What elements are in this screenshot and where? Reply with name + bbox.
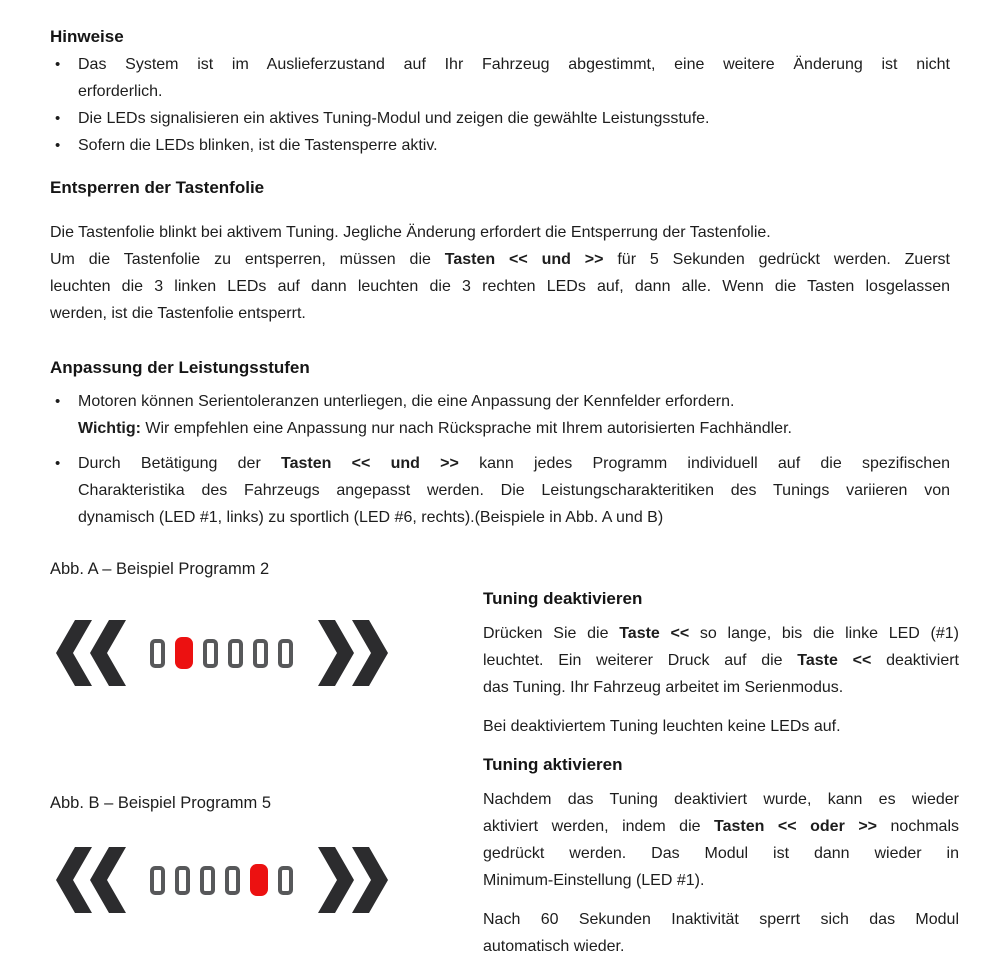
led-5-active bbox=[250, 864, 268, 896]
text: Wir empfehlen eine Anpassung nur nach Rücksprache mit Ihrem autorisierten Fachhändler. bbox=[140, 420, 792, 437]
figure-b-label: Abb. B – Beispiel Programm 5 bbox=[50, 794, 272, 812]
heading-anpassung-der-leistungsstufen: Anpassung der Leistungsstufen bbox=[50, 358, 310, 377]
text: so lange, bis die linke LED (#1) bbox=[689, 625, 959, 642]
bullet-marker: • bbox=[55, 56, 61, 73]
hinweise-bullet-list bbox=[50, 51, 950, 159]
aktivieren-paragraph-1 bbox=[483, 786, 959, 894]
text: Die LEDs signalisieren ein aktives Tuning-Modul und zeigen die gewählte Leistungsstufe. bbox=[78, 110, 710, 127]
text: leuchtet. Ein weiterer Druck auf die bbox=[483, 652, 798, 669]
text: werden, ist die Tastenfolie entsperrt. bbox=[50, 305, 306, 322]
text-line bbox=[483, 933, 959, 960]
bold-text: Tasten << und >> bbox=[281, 455, 459, 472]
figure-a-label: Abb. A – Beispiel Programm 2 bbox=[50, 560, 270, 578]
double-chevron-right-icon bbox=[318, 847, 388, 913]
bullet-item bbox=[50, 105, 950, 132]
double-chevron-right-icon bbox=[318, 620, 388, 686]
bullet-marker: • bbox=[55, 455, 61, 472]
text-line bbox=[50, 246, 950, 273]
heading-tuning-deaktivieren: Tuning deaktivieren bbox=[483, 589, 643, 608]
double-chevron-left-icon bbox=[56, 847, 126, 913]
led-1-inactive bbox=[150, 866, 165, 895]
text: deaktiviert bbox=[871, 652, 959, 669]
bullet-item bbox=[50, 388, 950, 442]
text-line bbox=[483, 867, 959, 894]
text-line bbox=[483, 786, 959, 813]
text: Nach 60 Sekunden Inaktivität sperrt sich das Modul bbox=[483, 911, 959, 928]
led-1-inactive bbox=[150, 639, 165, 668]
bullet-text bbox=[78, 450, 950, 531]
text: Minimum-Einstellung (LED #1). bbox=[483, 872, 705, 889]
heading-hinweise: Hinweise bbox=[50, 27, 124, 46]
text: Das System ist im Auslieferzustand auf Ihr Fahrzeug abgestimmt, eine weitere Änderung ist nicht bbox=[78, 56, 950, 73]
bold-text: Taste << bbox=[797, 652, 872, 669]
entsperren-paragraph bbox=[50, 219, 950, 327]
text-line bbox=[483, 906, 959, 933]
text: erforderlich. bbox=[78, 83, 163, 100]
text-line bbox=[483, 647, 959, 674]
text: Die Tastenfolie blinkt bei aktivem Tuning. Jegliche Änderung erfordert die Entsperrung der Tastenfolie. bbox=[50, 224, 771, 241]
bold-text: Tasten << und >> bbox=[444, 251, 604, 268]
led-strip bbox=[150, 637, 293, 669]
text: aktiviert werden, indem die bbox=[483, 818, 715, 835]
bullet-text bbox=[78, 132, 950, 159]
double-chevron-left-icon bbox=[56, 620, 126, 686]
text-line bbox=[50, 273, 950, 300]
bullet-item bbox=[50, 132, 950, 159]
deaktivieren-paragraph-2 bbox=[483, 713, 959, 740]
text-line bbox=[483, 813, 959, 840]
text: für 5 Sekunden gedrückt werden. Zuerst bbox=[603, 251, 950, 268]
led-2-active bbox=[175, 637, 193, 669]
heading-entsperren-der-tastenfolie: Entsperren der Tastenfolie bbox=[50, 178, 265, 197]
text: Drücken Sie die bbox=[483, 625, 620, 642]
text: Durch Betätigung der bbox=[78, 455, 282, 472]
led-2-inactive bbox=[175, 866, 190, 895]
text: Um die Tastenfolie zu entsperren, müssen die bbox=[50, 251, 445, 268]
led-5-inactive bbox=[253, 639, 268, 668]
led-3-inactive bbox=[200, 866, 215, 895]
bullet-marker: • bbox=[55, 137, 61, 154]
bullet-marker: • bbox=[55, 393, 61, 410]
text-line bbox=[78, 504, 950, 531]
text-line bbox=[78, 105, 950, 132]
bullet-text bbox=[78, 388, 950, 442]
bullet-marker: • bbox=[55, 110, 61, 127]
led-6-inactive bbox=[278, 639, 293, 668]
text-line bbox=[483, 840, 959, 867]
text: leuchten die 3 linken LEDs auf dann leuchten die 3 rechten LEDs auf, dann alle. Wenn die Tasten losgelassen bbox=[50, 278, 950, 295]
led-strip bbox=[150, 864, 293, 896]
text: das Tuning. Ihr Fahrzeug arbeitet im Serienmodus. bbox=[483, 679, 844, 696]
text-line bbox=[78, 51, 950, 78]
bold-text: Taste << bbox=[619, 625, 690, 642]
bullet-item bbox=[50, 450, 950, 531]
led-4-inactive bbox=[228, 639, 243, 668]
aktivieren-paragraph-2 bbox=[483, 906, 959, 960]
text-line bbox=[50, 300, 950, 327]
text-line bbox=[78, 388, 950, 415]
text-line bbox=[78, 78, 950, 105]
deaktivieren-paragraph-1 bbox=[483, 620, 959, 701]
text-line bbox=[78, 415, 950, 442]
text: Sofern die LEDs blinken, ist die Tastensperre aktiv. bbox=[78, 137, 438, 154]
text: dynamisch (LED #1, links) zu sportlich (LED #6, rechts).(Beispiele in Abb. A und B) bbox=[78, 509, 664, 526]
text-line bbox=[78, 477, 950, 504]
led-4-inactive bbox=[225, 866, 240, 895]
text: kann jedes Programm individuell auf die spezifischen bbox=[458, 455, 951, 472]
text-line bbox=[483, 620, 959, 647]
heading-tuning-aktivieren: Tuning aktivieren bbox=[483, 755, 623, 774]
bold-text: Tasten << oder >> bbox=[714, 818, 878, 835]
bullet-text bbox=[78, 105, 950, 132]
bold-text: Wichtig: bbox=[78, 420, 141, 437]
text-line bbox=[78, 450, 950, 477]
bullet-item bbox=[50, 51, 950, 105]
text: nochmals bbox=[877, 818, 960, 835]
text: Motoren können Serientoleranzen unterliegen, die eine Anpassung der Kennfelder erfordern. bbox=[78, 393, 735, 410]
text-line bbox=[50, 219, 950, 246]
text-line bbox=[483, 713, 959, 740]
text: gedrückt werden. Das Modul ist dann wieder in bbox=[483, 845, 959, 862]
led-6-inactive bbox=[278, 866, 293, 895]
text: automatisch wieder. bbox=[483, 938, 625, 955]
anpassung-bullet-list bbox=[50, 388, 950, 531]
bullet-text bbox=[78, 51, 950, 105]
text: Nachdem das Tuning deaktiviert wurde, kann es wieder bbox=[483, 791, 959, 808]
led-3-inactive bbox=[203, 639, 218, 668]
right-column bbox=[483, 588, 959, 960]
text-line bbox=[483, 674, 959, 701]
text: Bei deaktiviertem Tuning leuchten keine LEDs auf. bbox=[483, 718, 841, 735]
text: Charakteristika des Fahrzeugs angepasst werden. Die Leistungscharakteritiken des Tunings variieren von bbox=[78, 482, 950, 499]
text-line bbox=[78, 132, 950, 159]
